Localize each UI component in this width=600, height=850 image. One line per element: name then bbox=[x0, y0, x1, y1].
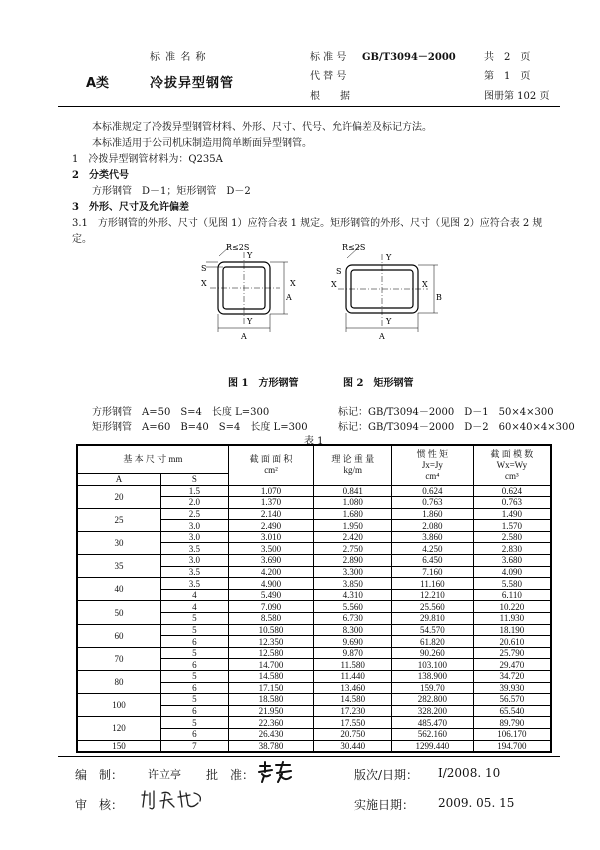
cell-area: 12.580 bbox=[228, 647, 314, 659]
cell-w: 34.720 bbox=[473, 671, 551, 683]
header-a: A bbox=[77, 473, 161, 485]
page-number: 第 1 页 bbox=[484, 71, 531, 82]
cell-w: 106.170 bbox=[473, 728, 551, 740]
example-rect: 矩形钢管 A=60 B=40 S=4 长度 L=300 bbox=[92, 422, 308, 433]
cell-weight: 11.440 bbox=[314, 671, 392, 683]
editor-name: 许立亭 bbox=[148, 768, 181, 781]
cell-area: 4.900 bbox=[228, 578, 314, 590]
cell-s: 5 bbox=[161, 624, 229, 636]
cell-weight: 9.690 bbox=[314, 636, 392, 648]
cell-weight: 17.230 bbox=[314, 705, 392, 717]
table-row bbox=[77, 485, 551, 497]
table-row bbox=[77, 508, 551, 520]
table-row bbox=[77, 555, 551, 567]
cell-j: 12.210 bbox=[392, 589, 474, 601]
cell-s: 2.0 bbox=[161, 497, 229, 509]
standard-name-label: 标 准 名 称 bbox=[150, 52, 207, 63]
cell-w: 89.790 bbox=[473, 717, 551, 729]
replace-label: 代 替 号 bbox=[310, 71, 347, 82]
version-value: Ⅰ/2008. 10 bbox=[438, 766, 501, 780]
cell-w: 3.680 bbox=[473, 555, 551, 567]
section-3-1-line-2: 定。 bbox=[72, 234, 92, 245]
cell-s: 6 bbox=[161, 705, 229, 717]
cell-j: 485.470 bbox=[392, 717, 474, 729]
cell-a: 35 bbox=[77, 555, 161, 578]
cell-w: 5.580 bbox=[473, 578, 551, 590]
cell-area: 1.070 bbox=[228, 485, 314, 497]
fig1-s-label: S bbox=[201, 264, 207, 273]
cell-w: 1.490 bbox=[473, 508, 551, 520]
cell-weight: 1.080 bbox=[314, 497, 392, 509]
cell-weight: 1.950 bbox=[314, 520, 392, 532]
cell-a: 30 bbox=[77, 531, 161, 554]
figure-2-rect-tube bbox=[316, 240, 456, 345]
cell-s: 1.5 bbox=[161, 485, 229, 497]
fig1-radius: R≤2S bbox=[226, 243, 250, 252]
cell-area: 17.150 bbox=[228, 682, 314, 694]
cell-j: 11.160 bbox=[392, 578, 474, 590]
cell-j: 54.570 bbox=[392, 624, 474, 636]
effective-label: 实施日期： bbox=[354, 798, 415, 812]
header-inertia: 惯 性 矩 Jx=Jy cm⁴ bbox=[392, 445, 474, 485]
dimensions-table bbox=[76, 444, 552, 753]
cell-a: 50 bbox=[77, 601, 161, 624]
intro-paragraph-1: 本标准规定了冷拨异型钢管材料、外形、尺寸、代号、允许偏差及标记方法。 bbox=[92, 122, 432, 133]
header-modulus: 截 面 模 数 Wx=Wy cm³ bbox=[473, 445, 551, 485]
table-row bbox=[77, 740, 551, 752]
cell-area: 14.580 bbox=[228, 671, 314, 683]
header-basic-dims: 基 本 尺 寸 mm bbox=[77, 445, 228, 473]
effective-value: 2009. 05. 15 bbox=[438, 796, 515, 810]
version-label: 版次/日期： bbox=[354, 768, 419, 782]
cell-weight: 30.440 bbox=[314, 740, 392, 752]
section-3-title: 3 外形、尺寸及允许偏差 bbox=[72, 202, 189, 213]
cell-w: 0.763 bbox=[473, 497, 551, 509]
cell-area: 3.500 bbox=[228, 543, 314, 555]
cell-j: 328.200 bbox=[392, 705, 474, 717]
cell-area: 4.200 bbox=[228, 566, 314, 578]
cell-area: 18.580 bbox=[228, 694, 314, 706]
cell-a: 25 bbox=[77, 508, 161, 531]
cell-w: 2.580 bbox=[473, 531, 551, 543]
cell-area: 12.350 bbox=[228, 636, 314, 648]
cell-s: 5 bbox=[161, 694, 229, 706]
fig1-y-label-bottom: Y bbox=[247, 317, 253, 326]
reviewer-label: 审 核： bbox=[75, 798, 124, 812]
cell-weight: 6.730 bbox=[314, 613, 392, 625]
cell-area: 1.370 bbox=[228, 497, 314, 509]
cell-weight: 2.890 bbox=[314, 555, 392, 567]
cell-area: 3.690 bbox=[228, 555, 314, 567]
cell-s: 5 bbox=[161, 613, 229, 625]
header-weight: 理 论 重 量 kg/m bbox=[314, 445, 392, 485]
cell-s: 3.5 bbox=[161, 578, 229, 590]
cell-j: 2.080 bbox=[392, 520, 474, 532]
cell-a: 80 bbox=[77, 671, 161, 694]
table-row bbox=[77, 578, 551, 590]
cell-j: 282.800 bbox=[392, 694, 474, 706]
fig2-a-label: A bbox=[379, 332, 385, 341]
page-title: 冷拔异型钢管 bbox=[150, 76, 235, 91]
cell-s: 6 bbox=[161, 659, 229, 671]
cell-j: 90.260 bbox=[392, 647, 474, 659]
fig1-a-label-bottom: A bbox=[241, 332, 247, 341]
cell-weight: 3.850 bbox=[314, 578, 392, 590]
cell-w: 20.610 bbox=[473, 636, 551, 648]
cell-j: 0.763 bbox=[392, 497, 474, 509]
cell-a: 100 bbox=[77, 694, 161, 717]
cell-s: 3.0 bbox=[161, 520, 229, 532]
header-divider bbox=[58, 106, 560, 107]
cell-area: 7.090 bbox=[228, 601, 314, 613]
cell-weight: 4.310 bbox=[314, 589, 392, 601]
cell-weight: 2.420 bbox=[314, 531, 392, 543]
cell-w: 1.570 bbox=[473, 520, 551, 532]
cell-area: 3.010 bbox=[228, 531, 314, 543]
cell-a: 40 bbox=[77, 578, 161, 601]
cell-w: 4.090 bbox=[473, 566, 551, 578]
cell-s: 5 bbox=[161, 717, 229, 729]
figure-1-square-tube bbox=[190, 240, 310, 345]
cell-weight: 20.750 bbox=[314, 728, 392, 740]
cell-w: 25.790 bbox=[473, 647, 551, 659]
cell-s: 3.0 bbox=[161, 555, 229, 567]
example-rect-mark: 标记：GB/T3094－2000 D－2 60×40×4×300 bbox=[338, 422, 575, 433]
total-pages: 共 2 页 bbox=[484, 52, 531, 63]
table-row bbox=[77, 647, 551, 659]
cell-s: 2.5 bbox=[161, 508, 229, 520]
cell-w: 39.930 bbox=[473, 682, 551, 694]
cell-j: 138.900 bbox=[392, 671, 474, 683]
figure-1-caption: 图 1 方形钢管 bbox=[228, 378, 299, 389]
intro-paragraph-2: 本标准适用于公司机床制造用简单断面异型钢管。 bbox=[92, 138, 312, 149]
cell-w: 65.540 bbox=[473, 705, 551, 717]
cell-w: 10.220 bbox=[473, 601, 551, 613]
cell-s: 5 bbox=[161, 647, 229, 659]
fig2-radius: R≤2S bbox=[342, 243, 366, 252]
fig1-x-label-left: X bbox=[201, 279, 207, 288]
cell-weight: 8.300 bbox=[314, 624, 392, 636]
cell-w: 194.700 bbox=[473, 740, 551, 752]
fig2-s-label: S bbox=[336, 267, 342, 276]
cell-j: 7.160 bbox=[392, 566, 474, 578]
cell-area: 38.780 bbox=[228, 740, 314, 752]
section-1: 1 冷拨异型钢管材料为：Q235A bbox=[72, 154, 223, 165]
table-row bbox=[77, 694, 551, 706]
category-label: A类 bbox=[86, 76, 110, 91]
fig2-x-label-left: X bbox=[331, 280, 337, 289]
fig2-x-label-right: X bbox=[422, 280, 428, 289]
cell-weight: 13.460 bbox=[314, 682, 392, 694]
cell-j: 0.624 bbox=[392, 485, 474, 497]
approver-label: 批 准： bbox=[206, 768, 255, 782]
cell-j: 1299.440 bbox=[392, 740, 474, 752]
cell-area: 14.700 bbox=[228, 659, 314, 671]
cell-area: 10.580 bbox=[228, 624, 314, 636]
cell-w: 2.830 bbox=[473, 543, 551, 555]
cell-j: 6.450 bbox=[392, 555, 474, 567]
cell-a: 20 bbox=[77, 485, 161, 508]
cell-j: 29.810 bbox=[392, 613, 474, 625]
cell-s: 6 bbox=[161, 636, 229, 648]
cell-weight: 3.300 bbox=[314, 566, 392, 578]
section-3-1-line-1: 3.1 方形钢管的外形、尺寸（见图 1）应符合表 1 规定。矩形钢管的外形、尺寸（见图 2）应符合表 2 规 bbox=[72, 218, 543, 229]
reviewer-signature bbox=[138, 787, 210, 813]
approver-signature bbox=[256, 760, 296, 784]
std-no-value: GB/T3094－2000 bbox=[362, 52, 456, 63]
cell-w: 11.930 bbox=[473, 613, 551, 625]
cell-area: 22.360 bbox=[228, 717, 314, 729]
cell-j: 61.820 bbox=[392, 636, 474, 648]
atlas-page: 图册第 102 页 bbox=[484, 91, 550, 102]
figure-2-caption: 图 2 矩形钢管 bbox=[343, 378, 414, 389]
section-2-text: 方形钢管 D－1；矩形钢管 D－2 bbox=[92, 186, 251, 197]
table-row bbox=[77, 531, 551, 543]
header-area: 截 面 面 积 cm² bbox=[228, 445, 314, 485]
table-row bbox=[77, 671, 551, 683]
cell-area: 2.490 bbox=[228, 520, 314, 532]
cell-j: 1.860 bbox=[392, 508, 474, 520]
cell-w: 0.624 bbox=[473, 485, 551, 497]
cell-weight: 1.680 bbox=[314, 508, 392, 520]
basis-label: 根 据 bbox=[310, 91, 350, 102]
cell-j: 159.70 bbox=[392, 682, 474, 694]
fig2-b-label: B bbox=[436, 293, 442, 302]
cell-s: 6 bbox=[161, 728, 229, 740]
editor-label: 编 制： bbox=[75, 768, 124, 782]
cell-s: 4 bbox=[161, 601, 229, 613]
cell-w: 6.110 bbox=[473, 589, 551, 601]
std-no-label: 标 准 号 bbox=[310, 52, 347, 63]
fig2-y-label-bottom: Y bbox=[386, 317, 392, 326]
example-square-mark: 标记：GB/T3094－2000 D－1 50×4×300 bbox=[338, 407, 554, 418]
table-row bbox=[77, 601, 551, 613]
footer-divider bbox=[58, 756, 560, 757]
cell-w: 18.190 bbox=[473, 624, 551, 636]
cell-w: 56.570 bbox=[473, 694, 551, 706]
fig1-x-label-right: X bbox=[290, 279, 296, 288]
cell-s: 5 bbox=[161, 671, 229, 683]
cell-s: 3.0 bbox=[161, 531, 229, 543]
cell-weight: 2.750 bbox=[314, 543, 392, 555]
cell-area: 5.490 bbox=[228, 589, 314, 601]
cell-j: 3.860 bbox=[392, 531, 474, 543]
cell-s: 7 bbox=[161, 740, 229, 752]
table-caption: 表 1 bbox=[304, 436, 324, 447]
cell-weight: 9.870 bbox=[314, 647, 392, 659]
cell-area: 2.140 bbox=[228, 508, 314, 520]
cell-area: 21.950 bbox=[228, 705, 314, 717]
cell-weight: 14.580 bbox=[314, 694, 392, 706]
example-square: 方形钢管 A=50 S=4 长度 L=300 bbox=[92, 407, 270, 418]
cell-s: 6 bbox=[161, 682, 229, 694]
cell-s: 3.5 bbox=[161, 566, 229, 578]
header-s: S bbox=[161, 473, 229, 485]
cell-j: 4.250 bbox=[392, 543, 474, 555]
fig1-a-label-side: A bbox=[286, 293, 292, 302]
cell-a: 70 bbox=[77, 647, 161, 670]
cell-weight: 17.550 bbox=[314, 717, 392, 729]
cell-area: 26.430 bbox=[228, 728, 314, 740]
fig1-y-label-top: Y bbox=[247, 251, 253, 260]
cell-a: 150 bbox=[77, 740, 161, 752]
cell-a: 60 bbox=[77, 624, 161, 647]
cell-weight: 0.841 bbox=[314, 485, 392, 497]
cell-weight: 11.580 bbox=[314, 659, 392, 671]
cell-j: 562.160 bbox=[392, 728, 474, 740]
cell-j: 25.560 bbox=[392, 601, 474, 613]
cell-j: 103.100 bbox=[392, 659, 474, 671]
cell-area: 8.580 bbox=[228, 613, 314, 625]
cell-weight: 5.560 bbox=[314, 601, 392, 613]
cell-s: 3.5 bbox=[161, 543, 229, 555]
table-row bbox=[77, 717, 551, 729]
section-2-title: 2 分类代号 bbox=[72, 170, 129, 181]
cell-s: 4 bbox=[161, 589, 229, 601]
fig2-y-label-top: Y bbox=[386, 253, 392, 262]
table-row bbox=[77, 624, 551, 636]
cell-w: 29.470 bbox=[473, 659, 551, 671]
cell-a: 120 bbox=[77, 717, 161, 740]
